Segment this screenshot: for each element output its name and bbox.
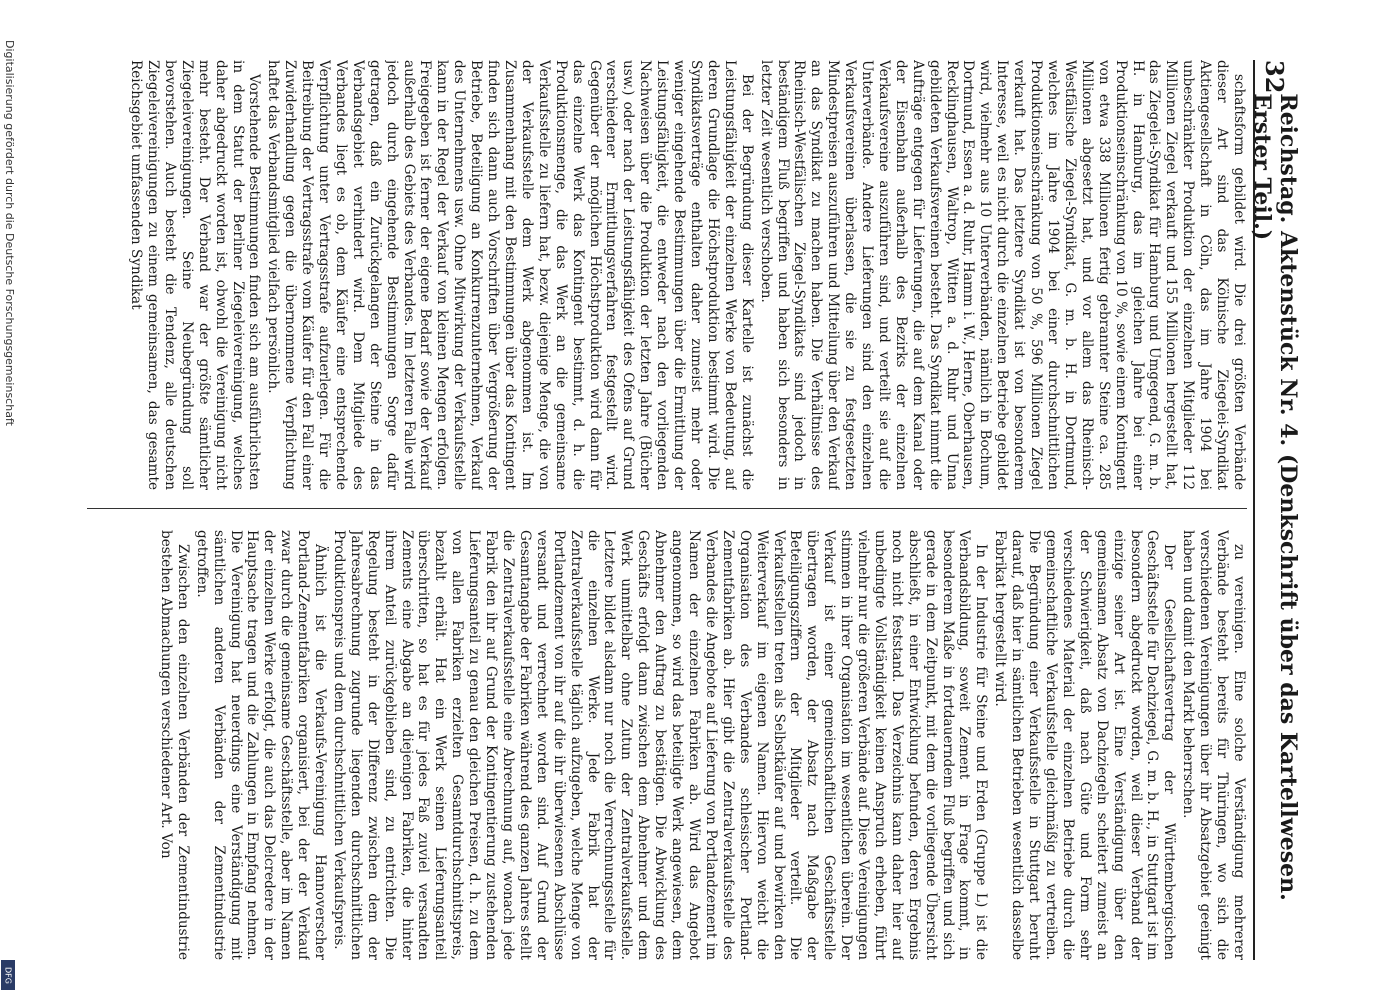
page-header: [1249, 60, 1301, 960]
credit-text: Digitalisierung gefördert durch die Deutsche Forschungsgemeinschaft: [3, 40, 16, 426]
page-title: Reichstag. Aktenstück Nr. 4. (Denkschrift über das Kartellwesen. Erster Teil.): [1249, 93, 1301, 901]
page-number: 32: [1260, 60, 1290, 94]
left-column: [87, 60, 1247, 490]
column-divider: [87, 508, 1247, 509]
paragraph: Der Gesellschaftsvertrag der Württembergischen Geschäftsstelle für Dachziegel, G. m. b. H., in Stuttgart ist im besondern abgedruckt worden, weil dieser Verband der einzige seiner Art ist. Eine Verständigung über den gemeinsamen Absatz von Dachziegeln scheitert zumeist an der Schwierigkeit, daß nach Güte und Form sehr verschiedenes Material der einzelnen Betriebe durch die gemeinschaftliche Verkaufsstelle gleichmäßig zu vertreiben. Die Begründung einer Verkaufsstelle in Stuttgart beruht darauf, daß hier in sämtlichen Betrieben wesentlich dasselbe Fabrikat hergestellt wird.: [992, 530, 1178, 960]
dfg-badge-text: DFG: [3, 966, 13, 984]
digitization-credit: [2, 40, 18, 940]
dfg-logo-icon: [1, 960, 15, 990]
paragraph: Bei der Begründung dieser Kartelle ist zunächst die Leistungsfähigkeit der einzelnen Werke von Bedeutung, auf deren Grundlage die Höchstproduktion bestimmt wird. Die Syndikatsverträge enthalten daher zumeist mehr oder weniger eingehende Bestimmungen über die Ermittlung der Leistungsfähigkeit, die entweder nach den vorliegenden Nachweisen über die Produktion der letzten Jahre (Bücher usw.) oder nach der Leistungsfähigkeit des Ofens auf Grund verschiedener Ermittlungsverfahren festgestellt wird. Gegenüber der möglichen Höchstproduktion wird dann für das einzelne Werk das Kontingent bestimmt, d. h. die Produktionsmenge, die das Werk an die gemeinsame Verkaufsstelle zu liefern hat, bezw. diejenige Menge, die von der Verkaufsstelle dem Werk abgenommen ist. Im Zusammenhang mit den Bestimmungen über das Kontingent finden sich dann auch Vorschriften über Vergrößerung der Betriebe, Beteiligung an Konkurrenzunternehmen, Verkauf des Unternehmens usw. Ohne Mitwirkung der Verkaufsstelle kann in der Regel der Verkauf von kleinen Mengen erfolgen. Freigegeben ist ferner der eigene Bedarf sowie der Verkauf außerhalb des Gebiets des Verbandes. Im letzteren Falle wird jedoch durch eingehende Bestimmungen Sorge dafür getragen, daß ein Zurückgelangen der Steine in das Verbandsgebiet verhindert wird. Dem Mitgliede des Verbandes liegt es ob, dem Käufer eine entsprechende Verpflichtung unter Vertragsstrafe aufzuerlegen. Für die Beitreibung der Vertragsstrafe vom Käufer für den Fall einer Zuwiderhandlung gegen die übernommene Verpflichtung haftet das Verbandsmitglied vielfach persönlich.: [265, 60, 755, 490]
paragraph: Vorstehende Bestimmungen finden sich am ausführlichsten in dem Statut der Berliner Ziegeleivereinigung, welches daher abgedruckt worden ist, obwohl die Vereinigung nicht mehr besteht. Der Verband war der größte sämtlicher Ziegeleivereinigungen. Seine Neubegründung soll bevorstehen. Auch besteht die Tendenz, alle deutschen Ziegeleivereinigungen zu einem gemeinsamen, das gesamte Reichsgebiet umfassenden Syndikat: [128, 60, 263, 490]
right-column: [87, 530, 1247, 960]
paragraph: In der Industrie für Steine und Erden (Gruppe L) ist die Verbandsbildung, soweit Zement in Frage kommt, in besonderem Maße in fortdauerndem Fluß begriffen und sich gerade in dem Zeitpunkt, mit dem die vorliegende Übersicht abschließt, in einer Entwicklung befunden, deren Ergebnis noch nicht feststand. Das Verzeichnis kann daher hier auf unbedingte Vollständigkeit keinen Anspruch erheben, führt vielmehr nur die größeren Verbände auf. Diese Vereinigungen stimmen in ihrer Organisation im wesentlichen überein. Der Verkauf ist einer gemeinschaftlichen Geschäftsstelle übertragen worden, der Absatz nach Maßgabe der Beteiligungsziffern der Mitglieder verteilt. Die Verkaufsstellen treten als Selbstkäufer auf und bewirken den Weiterverkauf im eigenen Namen. Hiervon weicht die Organisation des Verbandes schlesischer Portland-Zementfabriken ab. Hier gibt die Zentralverkaufsstelle des Verbandes die Angebote auf Lieferung von Portlandzement im Namen der einzelnen Fabriken ab. Wird das Angebot angenommen, so wird das beteiligte Werk angewiesen, dem Abnehmer den Auftrag zu bestätigen. Die Abwicklung des Geschäfts erfolgt dann zwischen dem Abnehmer und dem Werk unmittelbar ohne Zutun der Zentralverkaufsstelle. Letztere bildet alsdann nur noch die Verrechnungsstelle für die einzelnen Werke. Jede Fabrik hat der Zentralverkaufsstelle täglich aufzugeben, welche Menge von Portlandzement von ihr auf die ihr überwiesenen Abschlüsse versandt und verrechnet worden sind. Auf Grund der Gesamtangabe der Fabriken während des ganzen Jahres stellt die Zentralverkaufsstelle eine Abrechnung auf, wonach jede Fabrik den ihr auf Grund der Kontingentierung zustehenden Lieferungsanteil zu genau den gleichen Preisen, d. h. zu dem von allen Fabriken erzielten Gesamtdurchschnittspreis, bezahlt erhält. Hat ein Werk seinen Lieferungsanteil überschritten, so hat es für jedes Faß zuviel versandten Zements eine Abgabe an diejenigen Fabriken, die hinter ihrem Anteil zurückgeblieben sind, zu entrichten. Die Regelung besteht in der Differenz zwischen dem der Jahresabrechnung zugrunde liegenden durchschnittlichen Produktionspreis und dem durchschnittlichen Verkaufspreis.: [330, 530, 990, 960]
paragraph: zu vereinigen. Eine solche Verständigung mehrerer Verbände besteht bereits für Thüringen, wo sich die verschiedenen Vereinigungen über ihr Absatzgebiet geeinigt haben und damit den Markt beherrschen.: [1180, 530, 1247, 960]
paragraph: schaftsform gebildet wird. Die drei größten Verbände dieser Art sind das Kölnische Ziegelei-Syndikat Aktiengesellschaft in Cöln, das im Jahre 1904 bei unbeschränkter Produktion der einzelnen Mitglieder 112 Millionen Ziegel verkauft und 155 Millionen hergestellt hat, das Ziegelei-Syndikat für Hamburg und Umgegend, G. m. b. H. in Hamburg, das im gleichen Jahre bei einer Produktionseinschränkung von 10 %, sowie einem Kontingent von etwa 338 Millionen fertig gebrannter Steine ca. 285 Millionen abgesetzt hat, und vor allem das Rheinisch-Westfälische Ziegel-Syndikat, G. m. b. H. in Dortmund, welches im Jahre 1904 bei einer durchschnittlichen Produktionseinschränkung von 50 %, 596 Millionen Ziegel verkauft hat. Das letztere Syndikat ist von besonderem Interesse, weil es nicht durch die einzelnen Betriebe gebildet wird, vielmehr aus 10 Unterverbänden, nämlich in Bochum, Dortmund, Essen a. d. Ruhr, Hamm i. W., Herne, Oberhausen, Recklinghausen, Waltrop, Witten a. d. Ruhr und Unna gebildeten Verkaufsvereinen besteht. Das Syndikat nimmt die Aufträge entgegen für Lieferungen, die auf dem Kanal oder der Eisenbahn außerhalb des Bezirks der einzelnen Verkaufsvereine auszuführen sind, und verteilt sie auf die Unterverbände. Andere Lieferungen sind den einzelnen Verkaufsvereinen überlassen, die sie zu festgesetzten Mindestpreisen auszuführen und Mitteilung über den Verkauf an das Syndikat zu machen haben. Die Verhältnisse des Rheinisch-Westfälischen Ziegel-Syndikats sind jedoch in beständigem Fluß begriffen und haben sich besonders in letzter Zeit wesentlich verschoben.: [757, 60, 1247, 490]
rotated-document: [75, 60, 1301, 960]
paragraph: Ähnlich ist die Verkaufs-Vereinigung Hannoverscher Portland-Zementfabriken organisiert, bei der der Verkauf zwar durch die gemeinsame Geschäftsstelle, aber im Namen der einzelnen Werke erfolgt, die auch das Delcredere in der Hauptsache tragen und die Zahlungen in Empfang nehmen. Die Vereinigung hat neuerdings eine Verständigung mit sämtlichen anderen Verbänden der Zementindustrie getroffen.: [193, 530, 329, 960]
paragraph: Zwischen den einzelnen Verbänden der Zementindustrie bestehen Abmachungen verschiedener Art. Von: [157, 530, 191, 960]
